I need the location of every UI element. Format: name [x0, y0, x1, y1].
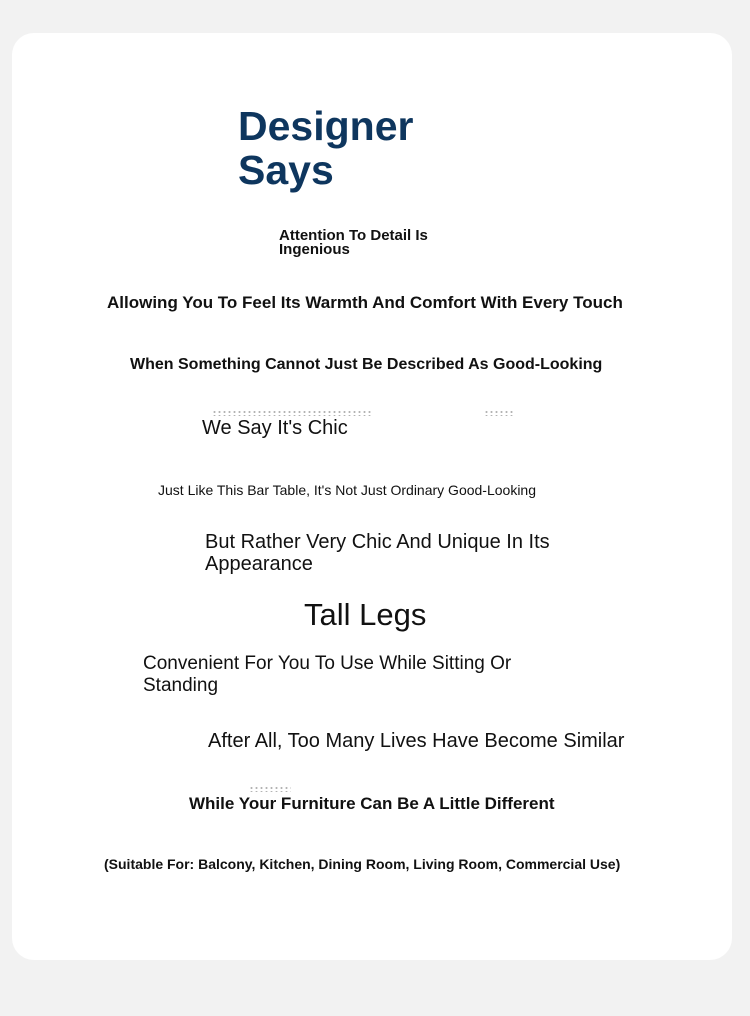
text-line-unique-appearance: But Rather Very Chic And Unique In Its Appearance	[205, 531, 550, 575]
text-line-chic: We Say It's Chic	[202, 417, 348, 439]
designer-says-heading: Designer Says	[238, 103, 414, 193]
speckle-mark	[249, 786, 291, 792]
text-line-lives-similar: After All, Too Many Lives Have Become Similar	[208, 730, 625, 752]
text-line-tall-legs: Tall Legs	[304, 597, 427, 632]
speckle-mark	[484, 410, 514, 416]
text-line-warmth-and-comfort: Allowing You To Feel Its Warmth And Comfort With Every Touch	[107, 293, 623, 312]
text-line-attention-to-detail: Attention To Detail Is Ingenious	[279, 227, 428, 258]
text-line-suitable-for: (Suitable For: Balcony, Kitchen, Dining Room, Living Room, Commercial Use)	[104, 856, 621, 872]
text-line-bar-table: Just Like This Bar Table, It's Not Just Ordinary Good-Looking	[158, 482, 536, 498]
text-line-good-looking: When Something Cannot Just Be Described As Good-Looking	[130, 356, 603, 373]
text-line-furniture-different: While Your Furniture Can Be A Little Different	[189, 794, 555, 813]
speckle-mark	[212, 410, 372, 416]
text-line-sitting-or-standing: Convenient For You To Use While Sitting Or Standing	[143, 653, 512, 696]
